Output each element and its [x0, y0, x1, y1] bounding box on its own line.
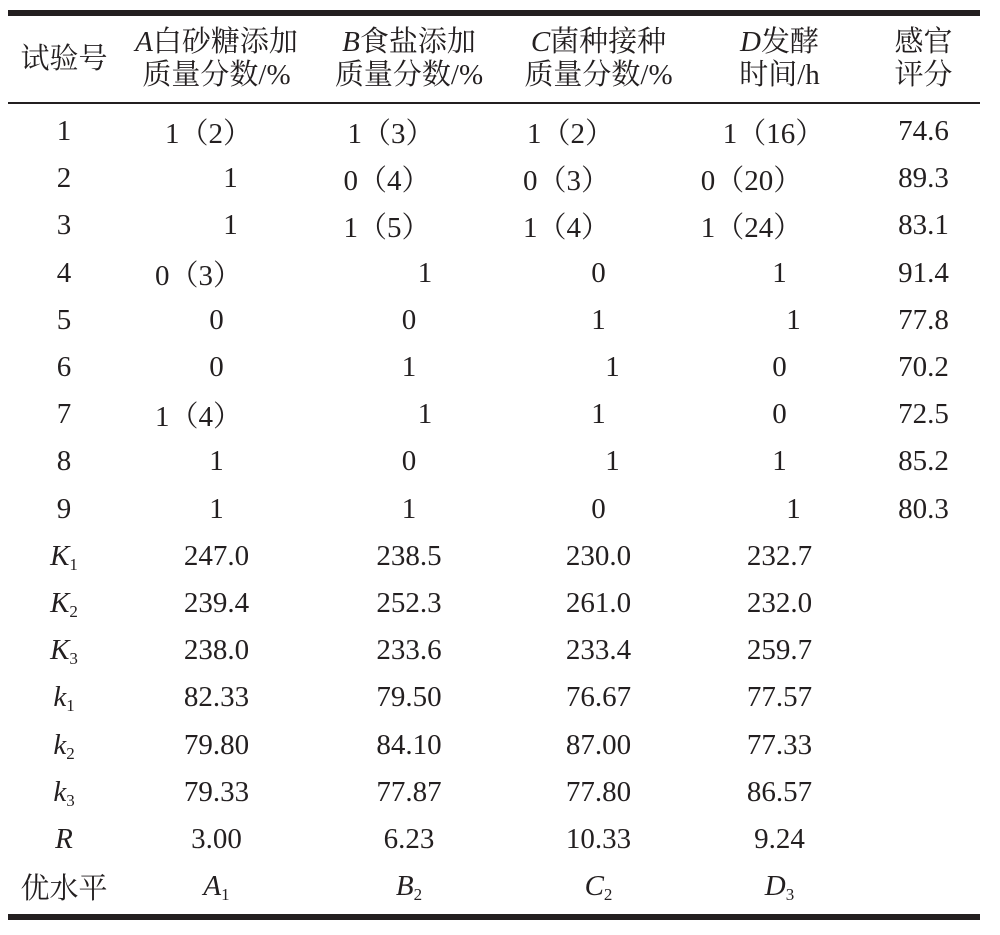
stat-value-cell: 230.0: [565, 539, 632, 572]
stat-value-cell: 86.57: [746, 775, 813, 808]
level-cell: 0（4）: [343, 165, 431, 198]
empty-score-cell: [867, 863, 980, 910]
empty-score-cell: [867, 674, 980, 721]
table-row: [8, 104, 980, 155]
stats-row: [8, 721, 980, 768]
trial-number-cell: 1: [56, 115, 72, 148]
level-cell: 0: [772, 398, 787, 431]
level-cell: 0（3）: [522, 165, 610, 198]
level-cell: 0: [591, 256, 606, 289]
empty-score-cell: [867, 627, 980, 674]
score-cell: 85.2: [898, 445, 949, 478]
level-cell: 0: [401, 445, 417, 478]
header-trial-number: 试验号: [20, 42, 108, 75]
level-cell: 0: [591, 492, 606, 525]
empty-score-cell: [867, 721, 980, 768]
trial-number-cell: 4: [56, 256, 72, 289]
stat-value-cell: 84.10: [376, 728, 442, 761]
level-cell: 0（3）: [154, 259, 242, 292]
stat-value-cell: 247.0: [183, 539, 250, 572]
stat-value-cell: 10.33: [565, 822, 632, 855]
empty-score-cell: [867, 533, 980, 580]
stats-row: [8, 627, 980, 674]
stat-value-cell: 76.67: [565, 681, 632, 714]
stat-value-cell: 9.24: [754, 822, 805, 855]
level-cell: 1（3）: [347, 118, 435, 151]
stat-value-cell: 233.6: [376, 634, 442, 667]
table-row: [8, 344, 980, 391]
table-row: [8, 202, 980, 249]
bottom-rule: [8, 914, 980, 920]
score-cell: 80.3: [898, 492, 949, 525]
level-cell: 1: [786, 492, 801, 525]
level-cell: 0: [209, 303, 224, 336]
optimal-level-row: [8, 863, 980, 910]
header-factor-a: A白砂糖添加 质量分数/%: [135, 26, 298, 91]
header-sensory-score: 感官 评分: [894, 26, 953, 91]
orthogonal-test-table-container: [8, 10, 980, 920]
stat-label-cell: $K_2$: [50, 586, 78, 621]
score-cell: 89.3: [898, 162, 949, 195]
stat-value-cell: 259.7: [746, 634, 813, 667]
trial-number-cell: 6: [56, 351, 72, 384]
stat-value-cell: 238.5: [376, 539, 442, 572]
optimal-level-cell: $B_2$: [395, 870, 423, 905]
table-row: [8, 486, 980, 533]
level-cell: 1: [417, 256, 433, 289]
level-cell: 1: [772, 445, 787, 478]
level-cell: 0（20）: [700, 165, 803, 198]
level-cell: 1: [605, 351, 620, 384]
stat-value-cell: 252.3: [376, 586, 442, 619]
stat-value-cell: 87.00: [565, 728, 632, 761]
stat-label-cell: $k_1$: [53, 681, 75, 716]
level-cell: 1: [591, 398, 606, 431]
level-cell: 0: [772, 351, 787, 384]
level-cell: 1: [401, 492, 417, 525]
stat-value-cell: 232.7: [746, 539, 813, 572]
trial-number-cell: 2: [56, 162, 72, 195]
stats-row: [8, 816, 980, 863]
level-cell: 1: [417, 398, 433, 431]
stat-value-cell: 77.57: [746, 681, 813, 714]
level-cell: 1: [786, 303, 801, 336]
stat-value-cell: 77.87: [376, 775, 442, 808]
stat-value-cell: 79.50: [376, 681, 442, 714]
level-cell: 1: [223, 162, 238, 195]
level-cell: 0: [209, 351, 224, 384]
level-cell: 1（2）: [526, 118, 614, 151]
trial-number-cell: 9: [56, 492, 72, 525]
stat-value-cell: 79.33: [183, 775, 250, 808]
level-cell: 1（24）: [700, 212, 803, 245]
optimal-level-cell: $D_3$: [764, 870, 795, 905]
stat-value-cell: 82.33: [183, 681, 250, 714]
stat-value-cell: 261.0: [565, 586, 632, 619]
level-cell: 1（2）: [164, 118, 252, 151]
stat-value-cell: 77.80: [565, 775, 632, 808]
header-factor-c: C菌种接种 质量分数/%: [524, 26, 673, 91]
header-factor-d: D发酵 时间/h: [739, 26, 820, 91]
score-cell: 91.4: [898, 256, 949, 289]
level-cell: 1: [605, 445, 620, 478]
stat-label-cell: $k_2$: [53, 728, 75, 763]
level-cell: 1（16）: [722, 118, 825, 151]
header-factor-b: B食盐添加 质量分数/%: [334, 26, 484, 91]
optimal-level-cell: $A_1$: [203, 870, 230, 905]
empty-score-cell: [867, 580, 980, 627]
stat-value-cell: 3.00: [191, 822, 242, 855]
score-cell: 83.1: [898, 209, 949, 242]
stat-value-cell: 79.80: [183, 728, 250, 761]
stat-value-cell: 6.23: [383, 822, 435, 855]
level-cell: 1: [223, 209, 238, 242]
empty-score-cell: [867, 816, 980, 863]
stat-value-cell: 232.0: [746, 586, 813, 619]
stat-value-cell: 239.4: [183, 586, 250, 619]
level-cell: 1: [401, 351, 417, 384]
table-body: [8, 104, 980, 910]
stats-row: [8, 580, 980, 627]
trial-number-cell: 3: [56, 209, 72, 242]
level-cell: 0: [401, 303, 417, 336]
table-row: [8, 155, 980, 202]
stat-label-cell: $K_3$: [50, 634, 78, 669]
trial-number-cell: 7: [56, 398, 72, 431]
score-cell: 72.5: [898, 398, 949, 431]
stats-row: [8, 533, 980, 580]
score-cell: 74.6: [898, 115, 949, 148]
stat-value-cell: 233.4: [565, 634, 632, 667]
score-cell: 77.8: [898, 303, 949, 336]
table-row: [8, 438, 980, 485]
level-cell: 1（5）: [343, 212, 431, 245]
table-row: [8, 250, 980, 297]
optimal-level-cell: $C_2$: [584, 870, 613, 905]
level-cell: 1: [591, 303, 606, 336]
score-cell: 70.2: [898, 351, 949, 384]
stat-label-cell: R: [55, 822, 73, 855]
optimal-level-label: 优水平: [20, 873, 108, 906]
orthogonal-test-table: [8, 16, 980, 910]
level-cell: 1: [209, 445, 224, 478]
empty-score-cell: [867, 769, 980, 816]
stat-value-cell: 77.33: [746, 728, 813, 761]
table-header: [8, 16, 980, 104]
level-cell: 1: [209, 492, 224, 525]
stats-row: [8, 769, 980, 816]
stats-row: [8, 674, 980, 721]
trial-number-cell: 5: [56, 303, 72, 336]
table-row: [8, 391, 980, 438]
stat-label-cell: $k_3$: [53, 775, 75, 810]
stat-label-cell: $K_1$: [50, 539, 78, 574]
trial-number-cell: 8: [56, 445, 72, 478]
level-cell: 1（4）: [154, 401, 242, 434]
level-cell: 1: [772, 256, 787, 289]
level-cell: 1（4）: [522, 212, 610, 245]
table-row: [8, 297, 980, 344]
stat-value-cell: 238.0: [183, 634, 250, 667]
